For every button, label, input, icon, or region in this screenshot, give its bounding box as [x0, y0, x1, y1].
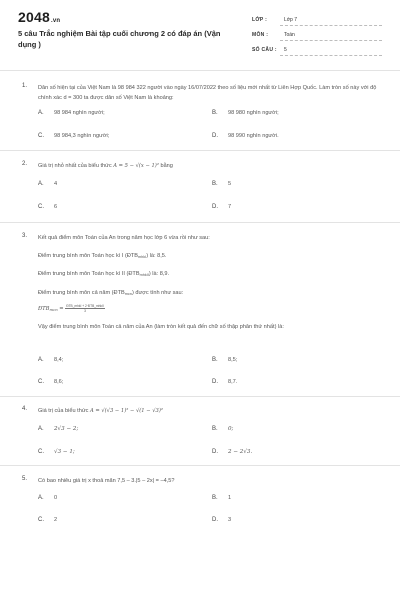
math-expression: A = √(√3 − 1)² − √(1 − √3)²	[89, 408, 163, 414]
option-letter: C.	[38, 379, 44, 385]
question-text-post: bằng	[158, 163, 173, 169]
option-a[interactable]	[38, 357, 63, 363]
option-a[interactable]	[38, 110, 105, 116]
option-d[interactable]	[212, 133, 279, 139]
question-number: 5.	[22, 476, 28, 482]
option-b[interactable]	[212, 495, 231, 501]
document-title: 5 câu Trắc nghiệm Bài tập cuối chương 2 có đáp án (Vận dụng )	[18, 29, 221, 49]
question-number: 2.	[22, 161, 28, 167]
option-letter: A.	[38, 181, 44, 187]
meta-subject-label: MÔN :	[252, 32, 269, 38]
option-letter: B.	[212, 357, 218, 363]
option-text: 0	[54, 495, 58, 501]
option-b[interactable]	[212, 181, 231, 187]
question-text: Có bao nhiêu giá trị x thoả mãn 7,5 – 3.|5 – 2x| = –4,5?	[38, 478, 175, 484]
option-c[interactable]	[38, 449, 75, 455]
meta-divider	[280, 25, 382, 26]
option-text: 7	[228, 204, 232, 210]
formula-lhs: ĐTB	[38, 306, 50, 312]
option-letter: D.	[212, 133, 218, 139]
option-a[interactable]	[38, 495, 57, 501]
option-a[interactable]	[38, 181, 57, 187]
formula-lhs-sub: mcn	[49, 307, 58, 312]
option-text: 6	[54, 204, 58, 210]
meta-count	[252, 44, 382, 56]
line-pre: Điểm trung bình môn Toán học kì II (ĐTB	[38, 271, 140, 277]
site-logo[interactable]	[18, 9, 60, 25]
option-a[interactable]	[38, 426, 78, 432]
meta-subject-value: Toán	[284, 32, 295, 38]
option-letter: B.	[212, 181, 218, 187]
option-text: 8,4;	[54, 357, 64, 363]
option-text: 98 984,3 nghìn người;	[54, 133, 110, 139]
option-letter: B.	[212, 495, 218, 501]
option-d[interactable]	[212, 517, 231, 523]
option-letter: D.	[212, 449, 218, 455]
option-text: √3 − 1;	[54, 449, 75, 455]
line-post: ) được tính như sau:	[131, 290, 184, 296]
option-c[interactable]	[38, 517, 57, 523]
option-text: 2 − 2√3.	[228, 449, 253, 455]
option-b[interactable]	[212, 357, 237, 363]
question-divider	[0, 396, 400, 397]
option-letter: B.	[212, 110, 218, 116]
option-letter: C.	[38, 449, 44, 455]
question-number: 4.	[22, 406, 28, 412]
meta-divider	[280, 55, 382, 56]
page-header	[0, 0, 400, 62]
option-d[interactable]	[212, 204, 231, 210]
option-c[interactable]	[38, 204, 57, 210]
option-c[interactable]	[38, 133, 109, 139]
question-text	[38, 406, 380, 416]
question-text-pre: Giá trị của biểu thức	[38, 408, 90, 414]
brand-name: 2048	[18, 9, 50, 25]
formula-denominator: 3	[84, 309, 86, 314]
option-d[interactable]	[212, 449, 252, 455]
option-text: 8,6;	[54, 379, 64, 385]
option-text: 2	[54, 517, 58, 523]
meta-divider	[280, 40, 382, 41]
line-sub: mhkI	[138, 255, 147, 259]
question-text	[38, 161, 380, 171]
annual-line	[38, 288, 380, 299]
semester-2-line	[38, 269, 380, 280]
option-text: 1	[228, 495, 232, 501]
option-c[interactable]	[38, 379, 63, 385]
option-letter: A.	[38, 495, 44, 501]
meta-class-label: LỚP :	[252, 17, 268, 23]
meta-subject	[252, 29, 382, 41]
line-pre: Điểm trung bình môn Toán học kì I (ĐTB	[38, 253, 139, 259]
line-pre: Điểm trung bình môn cả năm (ĐTB	[38, 290, 125, 296]
option-letter: C.	[38, 517, 44, 523]
line-post: ) là: 8,5.	[146, 253, 167, 259]
header-divider	[0, 70, 400, 71]
formula: $ĐTB_{mcn}$ = $\frac{\text{ĐTB\_mhkI + 2·ĐTB\_mhkII}}{3}$	[38, 304, 104, 314]
formula-fraction	[65, 304, 104, 313]
line-post: ) là: 8,9.	[148, 271, 170, 277]
option-letter: A.	[38, 357, 44, 363]
formula-numerator: ĐTB_mhkI + 2·ĐTB_mhkII	[66, 304, 104, 309]
meta-count-label: SỐ CÂU :	[252, 47, 277, 53]
meta-count-value: 5	[284, 47, 287, 53]
option-letter: B.	[212, 426, 218, 432]
option-letter: C.	[38, 133, 44, 139]
question-number: 3.	[22, 233, 28, 239]
question-divider	[0, 222, 400, 223]
option-text: 5	[228, 181, 232, 187]
option-text: 98 980 nghìn người;	[228, 110, 279, 116]
question-text: Dân số hiện tại của Việt Nam là 98 984 322 người vào ngày 16/07/2022 theo số liệu mới nhất từ Liên Hợp Quốc. Làm tròn số này với độ chính xác d = 300 ta được dân số Việt Nam là khoảng:	[38, 85, 377, 102]
option-text: 8,7.	[228, 379, 238, 385]
question-number: 1.	[22, 83, 28, 89]
meta-class-value: Lớp 7	[284, 17, 298, 23]
option-text: 98 990 nghìn người.	[228, 133, 279, 139]
option-b[interactable]	[212, 426, 233, 432]
option-text: 2√3 − 2;	[54, 426, 79, 432]
option-b[interactable]	[212, 110, 279, 116]
line-sub: mcn	[124, 292, 132, 296]
option-letter: D.	[212, 379, 218, 385]
option-letter: D.	[212, 204, 218, 210]
option-letter: A.	[38, 426, 44, 432]
option-text: 3	[228, 517, 232, 523]
option-text: 0;	[228, 426, 234, 432]
question-divider	[0, 150, 400, 151]
question-text-pre: Giá trị nhỏ nhất của biểu thức	[38, 163, 114, 169]
option-d[interactable]	[212, 379, 237, 385]
option-letter: D.	[212, 517, 218, 523]
question-divider	[0, 465, 400, 466]
meta-class	[252, 14, 382, 26]
semester-1-line	[38, 251, 380, 262]
line-sub: mhkII	[139, 273, 149, 277]
question-text: Kết quả điểm môn Toán của An trong năm học lớp 6 vừa rồi như sau:	[38, 235, 210, 241]
option-text: 4	[54, 181, 58, 187]
option-text: 8,5;	[228, 357, 238, 363]
brand-suffix: .vn	[50, 18, 61, 24]
option-text: 98 984 nghìn người;	[54, 110, 105, 116]
option-letter: A.	[38, 110, 44, 116]
question-conclusion: Vậy điểm trung bình môn Toán cả năm của An (làm tròn kết quả đến chữ số thập phân thứ nhất) là:	[38, 324, 284, 330]
option-letter: C.	[38, 204, 44, 210]
math-expression: A = 5 − √(x − 1)²	[113, 163, 159, 169]
